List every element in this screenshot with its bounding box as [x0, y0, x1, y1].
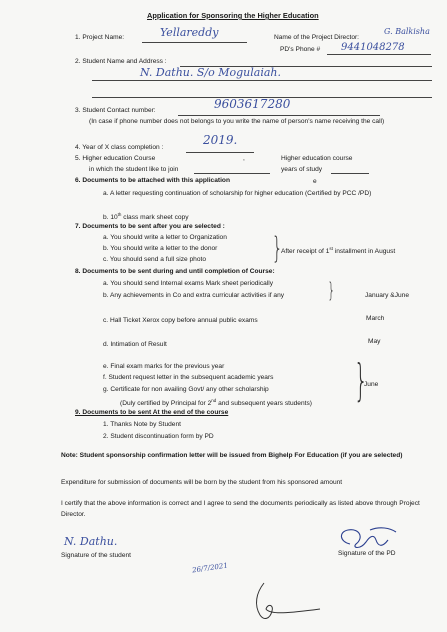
pd-phone-label: PD's Phone # [280, 46, 321, 53]
bottom-scribble [250, 575, 330, 625]
director-label: Name of the Project Director: [274, 34, 360, 41]
section8-item-f: f. Student request letter in the subsequent academic years [103, 374, 274, 381]
section9-item-1: 1. Thanks Note by Student [103, 421, 181, 428]
section8-item-e: e. Final exam marks for the previous year [103, 363, 225, 370]
student-signature-label: Signature of the student [61, 552, 132, 559]
section7-item-c: c. You should send a full size photo [103, 256, 207, 263]
section8-ab-when: January &June [365, 292, 409, 299]
course-line [194, 173, 270, 174]
section7-brace: } [271, 231, 283, 265]
section8-efg-brace: } [354, 355, 368, 406]
pd-phone-value: 9441048278 [341, 42, 405, 53]
section7-note: After receipt of 1st installment in August [281, 246, 396, 256]
student-name-line-2 [92, 80, 432, 81]
section6-item-a: a. A letter requesting continuation of scholarship for higher education (Certified by PCC /PD) [103, 190, 372, 197]
course-label-3: Higher education course [281, 155, 353, 162]
section8-heading: 8. Documents to be sent during and until completion of Course: [75, 268, 275, 275]
course-label-1: 5. Higher education Course [75, 155, 156, 162]
section8-item-b: b. Any achievements in Co and extra curricular activities if any [103, 292, 285, 299]
section6-item-b: b. 10th class mark sheet copy [103, 212, 189, 222]
project-name-line [142, 42, 247, 43]
pd-signature-label: Signature of the PD [338, 550, 396, 557]
contact-note: (In case if phone number does not belongs to you write the name of person's name receiving the call) [89, 118, 385, 125]
expenditure-text: Expenditure for submission of documents will be born by the student from his sponsored amount [61, 479, 343, 486]
section8-item-a: a. You should send Internal exams Mark sheet periodically [103, 280, 274, 287]
course-label-4: years of study [281, 166, 323, 173]
years-line [331, 173, 369, 174]
section7-heading: 7. Documents to be sent after you are selected : [75, 223, 225, 230]
pd-phone-line [327, 54, 431, 55]
section8-item-g-note: (Duly certified by Principal for 2nd and subsequent years students) [120, 398, 312, 408]
note-text: Note: Student sponsorship confirmation letter will be issued from Bighelp For Education (if you are selected) [61, 452, 403, 459]
section8-item-c: c. Hall Ticket Xerox copy before annual public exams [103, 317, 258, 324]
certify-text: I certify that the above information is correct and I agree to send the documents periodically as listed above through Project Director. [61, 500, 420, 518]
section8-ab-brace: } [327, 278, 336, 302]
course-label-2: in which the student like to join [89, 166, 179, 173]
section9-heading: 9. Documents to be sent At the end of the course [75, 409, 229, 416]
project-name-label: 1. Project Name: [75, 34, 125, 41]
stray-mark: e [313, 178, 317, 185]
section6-heading: 6. Documents to be attached with this application [75, 177, 230, 184]
signature-date: 26/7/2021 [191, 561, 229, 575]
director-value: G. Balkisha [384, 27, 430, 36]
student-signature: N. Dathu. [64, 535, 118, 548]
section8-d-when: May [368, 338, 381, 345]
student-name-value: N. Dathu. S/o Mogulaiah. [140, 66, 281, 79]
student-name-label: 2. Student Name and Address : [75, 58, 167, 65]
section8-item-g: g. Certificate for non availing Govt/ any other scholarship [103, 386, 269, 393]
course-comma: , [243, 155, 245, 162]
contact-label: 3. Student Contact number: [75, 107, 156, 114]
section9-item-2: 2. Student discontinuation form by PD [103, 433, 214, 440]
section8-c-when: March [366, 315, 385, 322]
tenth-year-value: 2019. [203, 133, 238, 147]
contact-value: 9603617280 [214, 97, 291, 111]
contact-line [178, 115, 380, 116]
tenth-year-line [186, 152, 254, 153]
section7-item-b: b. You should write a letter to the donor [103, 245, 218, 252]
project-name-value: Yellareddy [160, 26, 219, 39]
document-title: Application for Sponsoring the Higher Education [147, 11, 319, 20]
section7-item-a: a. You should write a letter to Organization [103, 234, 227, 241]
section8-item-d: d. Intimation of Result [103, 341, 167, 348]
tenth-year-label: 4. Year of X class completion : [75, 144, 164, 151]
section8-efg-when: June [364, 381, 379, 388]
